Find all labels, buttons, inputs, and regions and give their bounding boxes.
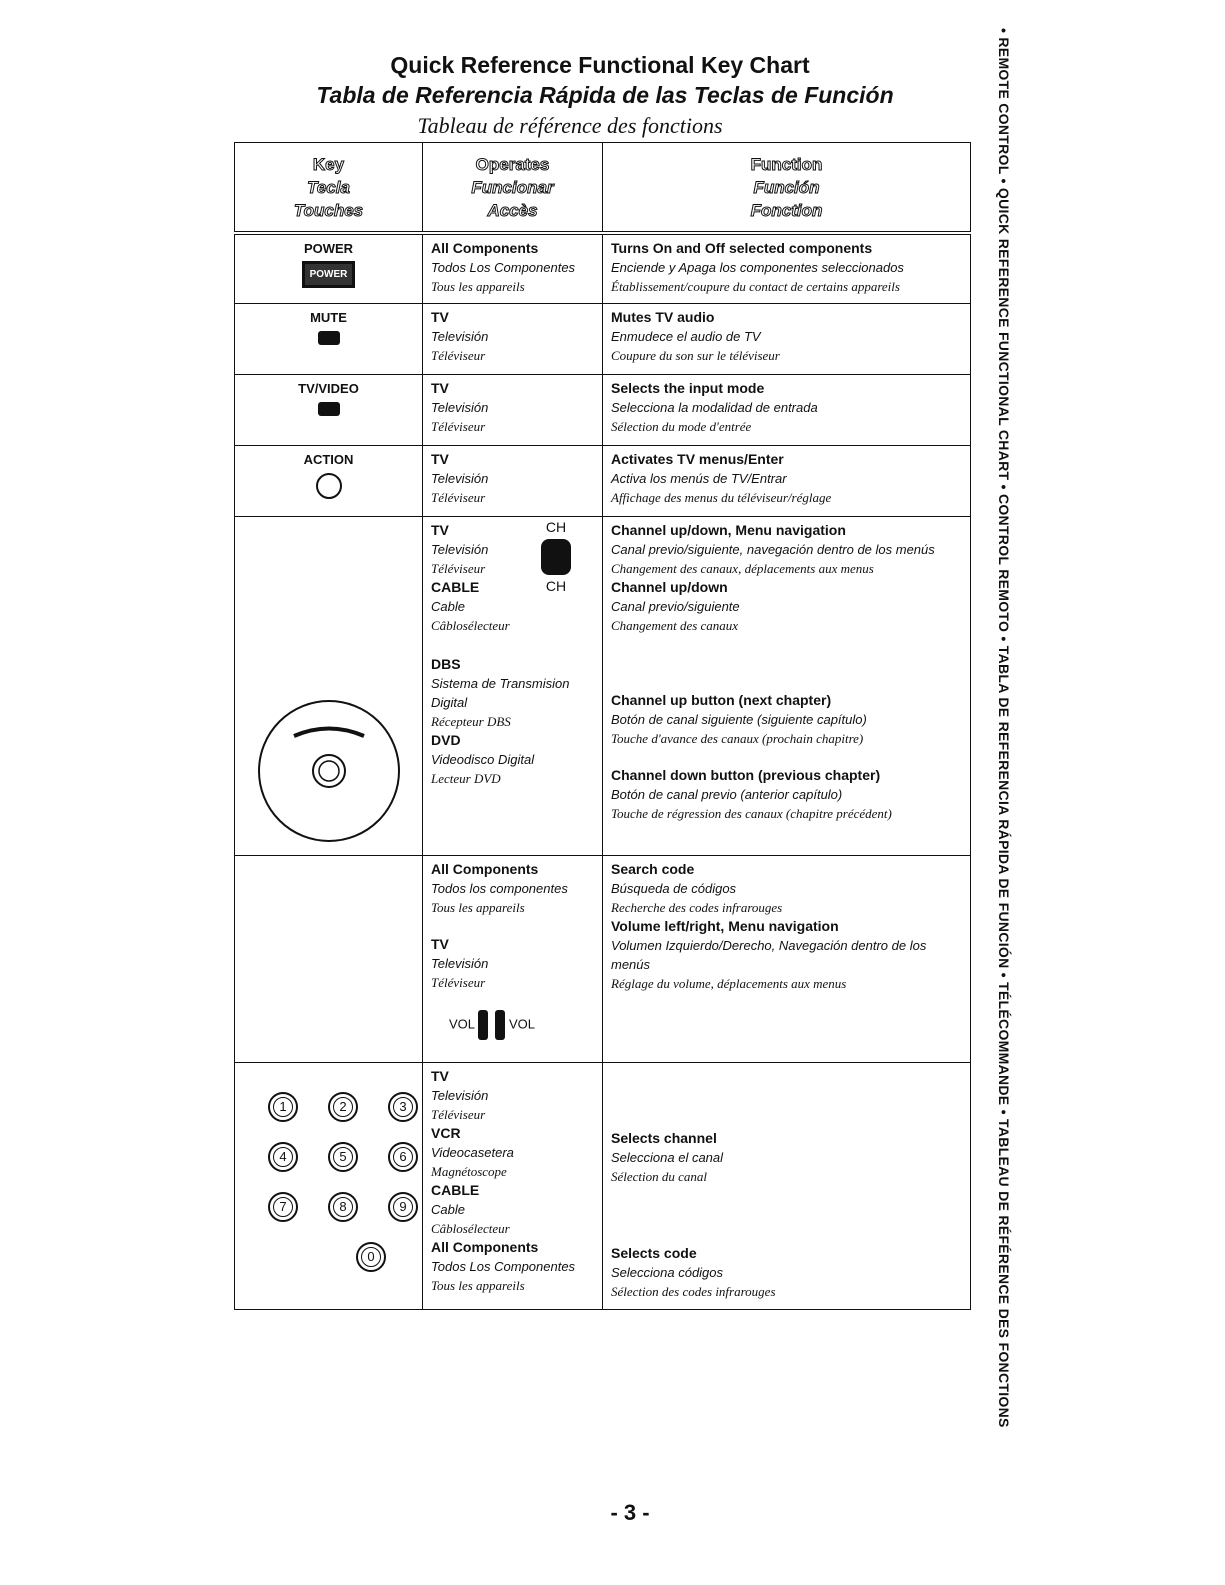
number-key-2: 2	[328, 1092, 358, 1122]
label-fr: Tous les appareils	[431, 900, 525, 915]
function-group	[611, 1129, 962, 1186]
label-es: Televisión	[431, 329, 489, 344]
label-en: CABLE	[431, 579, 480, 595]
number-key-5: 5	[328, 1142, 358, 1172]
label-en: TV	[431, 522, 449, 538]
operates-group	[431, 1124, 594, 1181]
title-es: Tabla de Referencia Rápida de las Teclas de Función	[316, 82, 894, 108]
channel-button-icon	[541, 518, 571, 596]
header-row	[235, 143, 971, 234]
label-fr: Touche de régression des canaux (chapitre précédent)	[611, 806, 892, 821]
label-es: Volumen Izquierdo/Derecho, Navegación dentro de los menús	[611, 938, 927, 972]
label-es: Cable	[431, 1202, 465, 1217]
function-group	[611, 450, 962, 507]
function-group	[611, 239, 962, 296]
label-es: Televisión	[431, 956, 489, 971]
operates-group	[431, 239, 594, 296]
vol-label: VOL	[449, 1016, 475, 1032]
label-en: Selects channel	[611, 1130, 717, 1146]
header-operates: Operates	[475, 154, 550, 174]
label-en: CABLE	[431, 1182, 480, 1198]
title-fr: Tableau de référence des fonctions	[417, 113, 723, 138]
label-fr: Coupure du son sur le téléviseur	[611, 348, 780, 363]
label-en: Channel up button (next chapter)	[611, 692, 832, 708]
label-es: Búsqueda de códigos	[611, 881, 737, 896]
volume-button-icon	[449, 1010, 594, 1040]
function-group	[611, 379, 962, 436]
label-fr: Récepteur DBS	[431, 714, 511, 729]
operates-group	[431, 1067, 594, 1124]
label-en: TV	[431, 380, 449, 396]
operates-group	[431, 1181, 594, 1238]
table-row	[235, 375, 971, 446]
header-function-es: Función	[753, 177, 820, 197]
label-es: Activa los menús de TV/Entrar	[611, 471, 787, 486]
label-en: Channel up/down	[611, 579, 728, 595]
table-row	[235, 233, 971, 304]
label-es: Selecciona códigos	[611, 1265, 724, 1280]
table-row	[235, 517, 971, 856]
function-group	[611, 1244, 962, 1301]
label-es: Videocasetera	[431, 1145, 514, 1160]
label-es: Televisión	[431, 1088, 489, 1103]
label-fr: Magnétoscope	[431, 1164, 507, 1179]
key-label: POWER	[303, 241, 354, 256]
label-fr: Téléviseur	[431, 1107, 486, 1122]
operates-group	[431, 450, 594, 507]
label-fr: Sélection des codes infrarouges	[611, 1284, 776, 1299]
title-en: Quick Reference Functional Key Chart	[390, 52, 810, 78]
label-es: Todos Los Componentes	[431, 1259, 576, 1274]
label-fr: Sélection du mode d'entrée	[611, 419, 752, 434]
label-fr: Câblosélecteur	[431, 1221, 510, 1236]
label-en: VCR	[431, 1125, 461, 1141]
header-key: Key	[312, 154, 345, 174]
operates-group	[431, 935, 594, 992]
header-operates-fr: Accès	[487, 200, 538, 220]
label-es: Videodisco Digital	[431, 752, 535, 767]
label-en: Turns On and Off selected components	[611, 240, 873, 256]
number-key-3: 3	[388, 1092, 418, 1122]
label-en: Selects the input mode	[611, 380, 765, 396]
label-fr: Affichage des menus du téléviseur/réglage	[611, 490, 832, 505]
tv-video-button-icon	[318, 402, 340, 416]
key-label: TV/VIDEO	[298, 381, 359, 396]
label-en: Channel down button (previous chapter)	[611, 767, 881, 783]
key-chart-table	[234, 142, 971, 1310]
label-fr: Réglage du volume, déplacements aux menus	[611, 976, 847, 991]
header-function-fr: Fonction	[750, 200, 823, 220]
label-es: Botón de canal previo (anterior capítulo)	[611, 787, 843, 802]
label-fr: Téléviseur	[431, 490, 486, 505]
label-es: Enmudece el audio de TV	[611, 329, 761, 344]
table-row	[235, 856, 971, 1063]
ch-label: CH	[545, 519, 567, 535]
label-en: Mutes TV audio	[611, 309, 715, 325]
label-fr: Touche d'avance des canaux (prochain chapitre)	[611, 731, 864, 746]
label-fr: Sélection du canal	[611, 1169, 708, 1184]
number-key-9: 9	[388, 1192, 418, 1222]
table-row	[235, 446, 971, 517]
label-fr: Tous les appareils	[431, 1278, 525, 1293]
label-es: Selecciona la modalidad de entrada	[611, 400, 818, 415]
function-group	[611, 308, 962, 365]
function-group	[611, 691, 962, 748]
operates-group	[431, 1238, 594, 1295]
dpad-remote-icon	[254, 696, 404, 846]
label-fr: Téléviseur	[431, 348, 486, 363]
page-number: - 3 -	[610, 1500, 650, 1525]
label-en: Activates TV menus/Enter	[611, 451, 784, 467]
header-key-fr: Touches	[293, 200, 364, 220]
label-en: TV	[431, 451, 449, 467]
number-key-8: 8	[328, 1192, 358, 1222]
label-en: Search code	[611, 861, 695, 877]
label-fr: Téléviseur	[431, 419, 486, 434]
label-es: Televisión	[431, 400, 489, 415]
mute-button-icon	[318, 331, 340, 345]
label-es: Selecciona el canal	[611, 1150, 724, 1165]
label-fr: Téléviseur	[431, 975, 486, 990]
label-en: TV	[431, 1068, 449, 1084]
label-fr: Câblosélecteur	[431, 618, 510, 633]
label-es: Canal previo/siguiente	[611, 599, 740, 614]
label-es: Cable	[431, 599, 465, 614]
label-fr: Tous les appareils	[431, 279, 525, 294]
number-key-0: 0	[356, 1242, 386, 1272]
label-en: DBS	[431, 656, 461, 672]
label-es: Televisión	[431, 471, 489, 486]
header-operates-es: Funcionar	[471, 177, 554, 197]
vol-label: VOL	[509, 1016, 536, 1032]
label-en: Volume left/right, Menu navigation	[611, 918, 839, 934]
label-fr: Lecteur DVD	[431, 771, 501, 786]
power-button-icon: POWER	[302, 261, 356, 288]
operates-group	[431, 860, 594, 917]
number-key-4: 4	[268, 1142, 298, 1172]
function-group	[611, 578, 962, 635]
label-en: TV	[431, 936, 449, 952]
label-es: Canal previo/siguiente, navegación dentro de los menús	[611, 542, 935, 557]
header-key-es: Tecla	[307, 177, 350, 197]
key-label: MUTE	[310, 310, 347, 325]
action-button-icon	[316, 473, 342, 499]
label-en: All Components	[431, 240, 539, 256]
label-es: Todos Los Componentes	[431, 260, 576, 275]
number-key-6: 6	[388, 1142, 418, 1172]
label-fr: Téléviseur	[431, 561, 486, 576]
table-row	[235, 1063, 971, 1310]
label-es: Todos los componentes	[431, 881, 568, 896]
table-row	[235, 304, 971, 375]
function-group	[611, 917, 962, 993]
label-en: All Components	[431, 1239, 539, 1255]
label-es: Televisión	[431, 542, 489, 557]
operates-group	[431, 731, 594, 788]
label-fr: Changement des canaux, déplacements aux menus	[611, 561, 874, 576]
label-es: Sistema de Transmision Digital	[431, 676, 570, 710]
label-es: Botón de canal siguiente (siguiente capítulo)	[611, 712, 867, 727]
label-en: Selects code	[611, 1245, 697, 1261]
number-keypad	[243, 1067, 433, 1282]
operates-group	[431, 379, 594, 436]
function-group	[611, 521, 962, 578]
number-key-7: 7	[268, 1192, 298, 1222]
label-fr: Établissement/coupure du contact de certains appareils	[611, 279, 900, 294]
key-label: ACTION	[303, 452, 354, 467]
function-group	[611, 766, 962, 823]
label-es: Enciende y Apaga los componentes seleccionados	[611, 260, 904, 275]
operates-group	[431, 655, 594, 731]
ch-label: CH	[545, 578, 567, 594]
header-function: Function	[750, 154, 823, 174]
label-fr: Recherche des codes infrarouges	[611, 900, 783, 915]
label-en: TV	[431, 309, 449, 325]
number-key-1: 1	[268, 1092, 298, 1122]
function-group	[611, 860, 962, 917]
operates-group	[431, 308, 594, 365]
label-fr: Changement des canaux	[611, 618, 739, 633]
label-en: All Components	[431, 861, 539, 877]
label-en: Channel up/down, Menu navigation	[611, 522, 846, 538]
label-en: DVD	[431, 732, 461, 748]
side-running-text: • REMOTE CONTROL • QUICK REFERENCE FUNCTIONAL CHART • CONTROL REMOTO • TABLA DE REFERENCIA RÁPIDA DE FUNCIÓN • TÉLÉCOMMANDE • TABLEAU DE RÉFÉRENCE DES FONCTIONS	[996, 28, 1012, 1428]
